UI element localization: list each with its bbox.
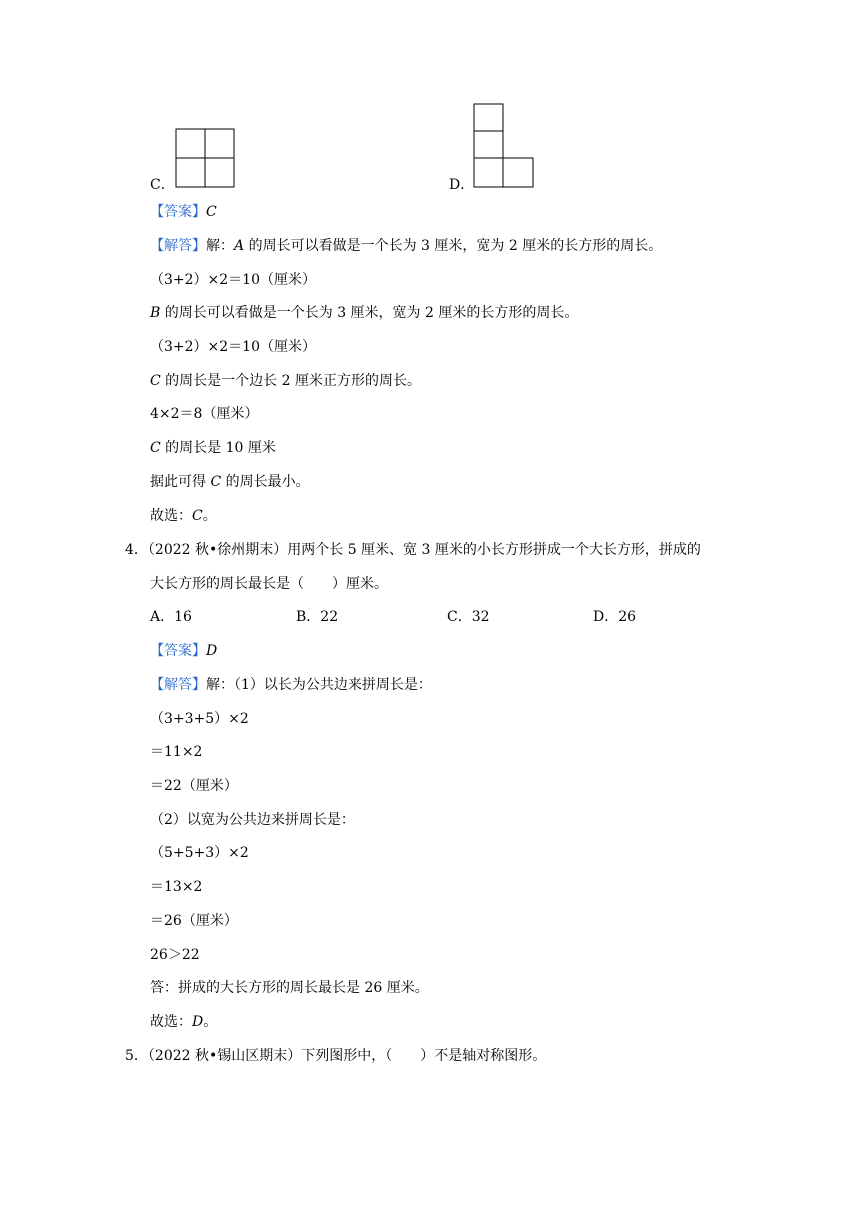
answer-tag: 【答案】: [150, 204, 206, 220]
option-c-label: C．: [150, 177, 175, 193]
conclusion-var: C: [210, 474, 222, 490]
question-5-stem: 5．（2022 秋•锡山区期末）下列图形中，（ ）不是轴对称图形。: [125, 1048, 547, 1064]
step-line: （2）以宽为公共边来拼周长是：: [150, 812, 355, 828]
explanation-line: [150, 371, 421, 391]
option-d-figure: [473, 103, 536, 189]
grid-square: [474, 104, 503, 131]
explanation-line: [150, 303, 578, 323]
explanation-text: 的周长是一个边长 2 厘米正方形的周长。: [160, 373, 421, 389]
option-c-figure: [175, 128, 237, 190]
analysis-line: [150, 236, 662, 256]
step-line: ＝26（厘米）: [150, 913, 238, 929]
step-line: 26＞22: [150, 947, 200, 963]
explanation-text: 的周长是 10 厘米: [160, 440, 276, 456]
conclusion-pre: 据此可得: [150, 474, 211, 490]
explanation-line: [150, 438, 276, 458]
conclusion-line: [150, 472, 310, 492]
choice-line: [150, 506, 217, 526]
option-d: D．26: [593, 609, 637, 625]
choice-pre: 故选：: [150, 508, 192, 524]
grid-square: [205, 129, 234, 158]
analysis-tag: 【解答】: [150, 238, 206, 254]
step-line: ＝13×2: [150, 879, 203, 895]
option-b: B．22: [296, 609, 339, 625]
answer-value: D: [206, 643, 218, 659]
grid-square: [176, 129, 205, 158]
analysis-var: A: [234, 238, 245, 254]
choice-line: [150, 1012, 217, 1032]
explanation-var: B: [150, 305, 161, 321]
step-line: （3+3+5）×2: [150, 711, 249, 727]
question-4-stem-cont: 大长方形的周长最长是（ ）厘米。: [150, 576, 388, 592]
option-a: A．16: [150, 609, 192, 625]
calc-line: （3+2）×2＝10（厘米）: [150, 339, 316, 355]
analysis-text: 的周长可以看做是一个长为 3 厘米，宽为 2 厘米的长方形的周长。: [244, 238, 663, 254]
grid-square: [503, 158, 533, 187]
calc-line: （3+2）×2＝10（厘米）: [150, 272, 316, 288]
step-line: 答：拼成的大长方形的周长最长是 26 厘米。: [150, 980, 429, 996]
answer-line: [150, 641, 217, 661]
analysis-tag: 【解答】: [150, 677, 206, 693]
grid-square: [176, 158, 205, 187]
analysis-prefix: 解：: [206, 238, 234, 254]
explanation-var: C: [150, 373, 161, 389]
explanation-text: 的周长可以看做是一个长为 3 厘米，宽为 2 厘米的长方形的周长。: [160, 305, 579, 321]
step-line: ＝11×2: [150, 744, 203, 760]
step-line: ＝22（厘米）: [150, 778, 238, 794]
grid-square: [474, 131, 503, 158]
choice-post: 。: [202, 508, 217, 524]
choice-post: 。: [203, 1014, 218, 1030]
grid-square: [205, 158, 234, 187]
explanation-var: C: [150, 440, 161, 456]
grid-square: [474, 158, 503, 187]
question-4-stem: 4．（2022 秋•徐州期末）用两个长 5 厘米、宽 3 厘米的小长方形拼成一个大长方形，拼成的: [125, 542, 701, 558]
answer-line: [150, 202, 217, 222]
answer-tag: 【答案】: [150, 643, 206, 659]
step-line: （5+5+3）×2: [150, 845, 249, 861]
option-c: C．32: [447, 609, 490, 625]
choice-var: C: [192, 508, 203, 524]
option-d-label: D．: [449, 177, 475, 193]
choice-var: D: [192, 1014, 204, 1030]
answer-value: C: [206, 204, 217, 220]
analysis-line: [150, 675, 432, 695]
calc-line: 4×2＝8（厘米）: [150, 406, 259, 422]
analysis-text: 解：（1）以长为公共边来拼周长是：: [206, 677, 432, 693]
conclusion-post: 的周长最小。: [221, 474, 310, 490]
choice-pre: 故选：: [150, 1014, 192, 1030]
